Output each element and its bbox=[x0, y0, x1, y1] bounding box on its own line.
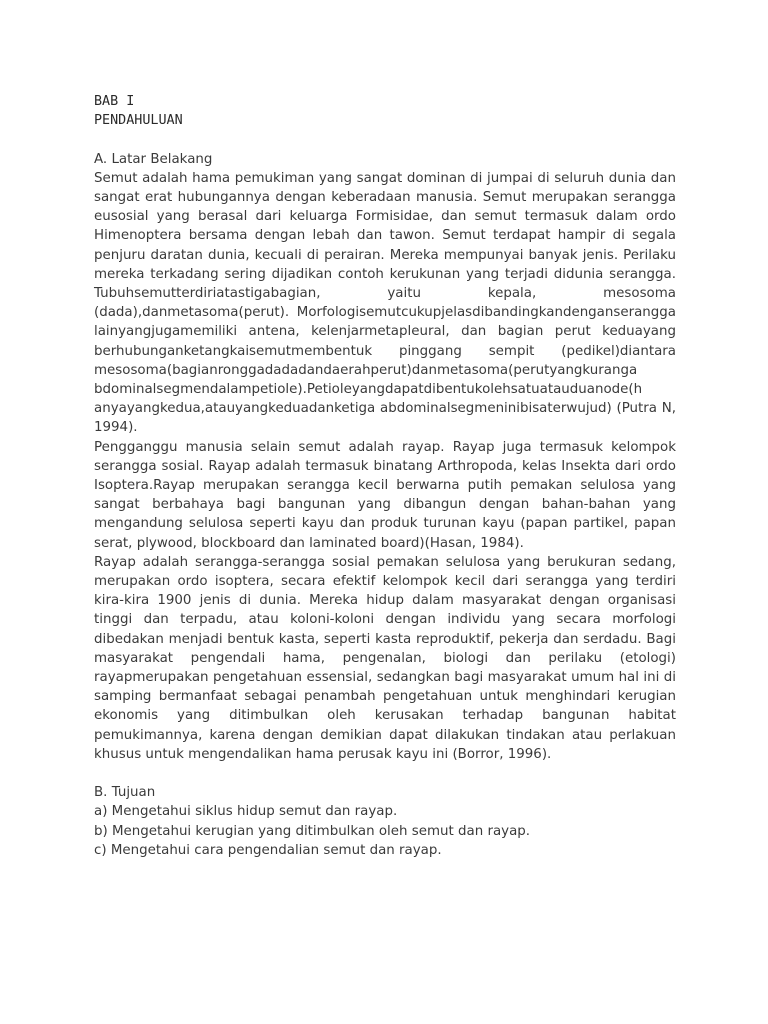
paragraph-rayap-detail: Rayap adalah serangga-serangga sosial pemakan selulosa yang berukuran sedang, merupakan ordo isoptera, secara efektif kelompok kecil dari serangga yang terdiri kira-kira 1900 jenis di dunia. Mereka hidup dalam masyarakat dengan organisasi tinggi dan terpadu, atau koloni-koloni dengan individu yang secara morfologi dibedakan menjadi bentuk kasta, seperti kasta reproduktif, pekerja dan serdadu. Bagi masyarakat pengendali hama, pengenalan, biologi dan perilaku (etologi) rayapmerupakan pengetahuan essensial, sedangkan bagi masyarakat umum hal ini di samping bermanfaat sebagai penambah pengetahuan untuk menghindari kerugian ekonomis yang ditimbulkan oleh kerusakan terhadap bangunan habitat pemukimannya, karena dengan demikian dapat dilakukan tindakan atau perlakuan khusus untuk mengendalikan hama perusak kayu ini (Borror, 1996). bbox=[94, 554, 676, 762]
paragraph-rayap-intro: Pengganggu manusia selain semut adalah rayap. Rayap juga termasuk kelompok serangga sosial. Rayap adalah termasuk binatang Arthropoda, kelas Insekta dari ordo Isoptera.Rayap merupakan serangga kecil berwarna putih pemakan selulosa yang sangat berbahaya bagi bangunan yang dibangun dengan bahan-bahan yang mengandung selulosa seperti kayu dan produk turunan kayu (papan partikel, papan serat, plywood, blockboard dan laminated board)(Hasan, 1984). bbox=[94, 439, 676, 551]
paragraph-semut: Semut adalah hama pemukiman yang sangat dominan di jumpai di seluruh dunia dan sangat erat hubungannya dengan keberadaan manusia. Semut merupakan serangga eusosial yang berasal dari keluarga Formisidae, dan semut termasuk dalam ordo Himenoptera bersama dengan lebah dan tawon. Semut terdapat hampir di segala penjuru daratan dunia, kecuali di perairan. Mereka mempunyai banyak jenis. Perilaku mereka terkadang sering dijadikan contoh kerukunan yang terjadi didunia serangga. Tubuhsemutterdiriatastigabagian, yaitu kepala, mesosoma (dada),danmetasoma(perut). Morfologisemutcukupjelasdibandingkandenganserangga lainyangjugamemiliki antena, kelenjarmetapleural, dan bagian perut keduayang berhubunganketangkaisemutmembentuk pinggang sempit (pedikel)diantara mesosoma(bagianronggadadadandaerahperut)danmetasoma(perutyangkuranga bdominalsegmendalampetiole).Petioleyangdapatdibentukolehsatuatauduanode(h anyayangkedua,atauyangkeduadanketiga abdominalsegmeninibisaterwujud) (Putra N, 1994). bbox=[94, 170, 676, 436]
goal-item: c) Mengetahui cara pengendalian semut dan rayap. bbox=[94, 842, 442, 858]
section-b-title: B. Tujuan bbox=[94, 785, 156, 801]
goal-item: a) Mengetahui siklus hidup semut dan rayap. bbox=[94, 804, 398, 820]
goal-item: b) Mengetahui kerugian yang ditimbulkan oleh semut dan rayap. bbox=[94, 823, 531, 839]
chapter-number: BAB I bbox=[94, 94, 135, 109]
chapter-title: PENDAHULUAN bbox=[94, 113, 183, 129]
goals-list bbox=[94, 802, 676, 860]
section-a-title: A. Latar Belakang bbox=[94, 151, 213, 167]
chapter-heading bbox=[94, 92, 676, 130]
document-page bbox=[94, 92, 676, 860]
section-spacer bbox=[94, 764, 676, 783]
